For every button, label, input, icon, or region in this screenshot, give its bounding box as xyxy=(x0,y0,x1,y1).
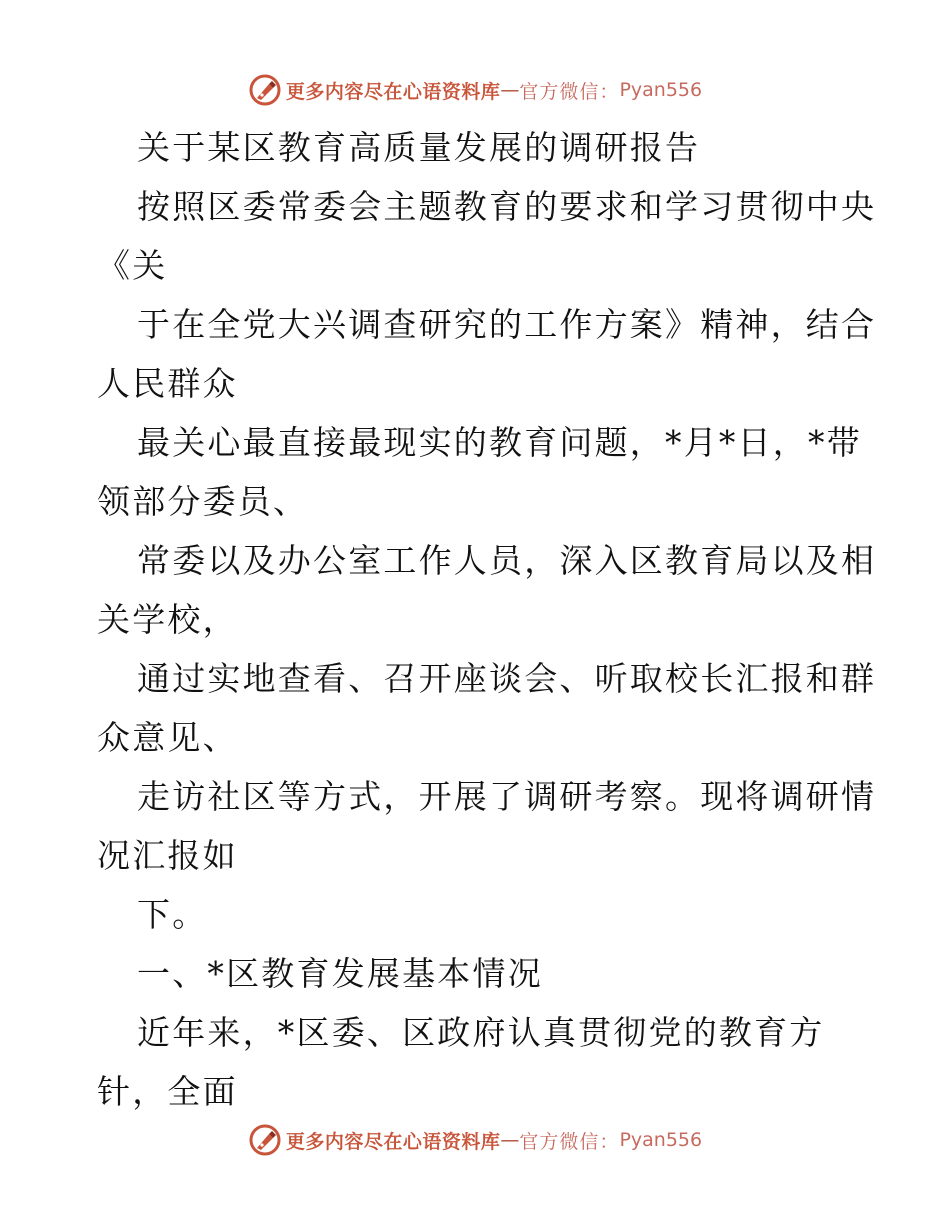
pen-nib-logo-icon xyxy=(248,73,282,107)
text-line: 通过实地查看、召开座谈会、听取校长汇报和群 xyxy=(137,659,877,698)
watermark-separator: — xyxy=(500,1129,520,1151)
watermark-site-text: 更多内容尽在心语资料库 xyxy=(285,1130,501,1153)
watermark-wechat-label: 官方微信： xyxy=(519,1130,620,1153)
watermark-banner-bottom xyxy=(0,1120,950,1160)
text-line: 况汇报如 xyxy=(97,836,238,875)
document-body xyxy=(97,118,877,1121)
watermark-banner-top xyxy=(0,70,950,110)
text-line: 针，全面 xyxy=(97,1072,238,1111)
text-line: 关学校， xyxy=(97,600,238,639)
pen-nib-logo-icon xyxy=(248,1123,282,1157)
text-line: 《关 xyxy=(97,246,168,285)
watermark-wechat-id: Pyan556 xyxy=(619,79,703,101)
text-line: 领部分委员、 xyxy=(97,482,309,521)
watermark-wechat-id: Pyan556 xyxy=(619,1129,703,1151)
report-title: 关于某区教育高质量发展的调研报告 xyxy=(137,128,701,167)
text-line: 下。 xyxy=(137,895,208,934)
text-line: 众意见、 xyxy=(97,718,238,757)
text-line: 走访社区等方式，开展了调研考察。现将调研情 xyxy=(137,777,877,816)
text-line: 按照区委常委会主题教育的要求和学习贯彻中央 xyxy=(137,187,877,226)
section-heading: 一、*区教育发展基本情况 xyxy=(137,954,543,993)
watermark-site-text: 更多内容尽在心语资料库 xyxy=(285,80,501,103)
text-line: 于在全党大兴调查研究的工作方案》精神，结合 xyxy=(137,305,877,344)
watermark-separator: — xyxy=(500,79,520,101)
text-line: 近年来，*区委、区政府认真贯彻党的教育方 xyxy=(137,1013,825,1052)
text-line: 最关心最直接最现实的教育问题，*月*日，*带 xyxy=(137,423,862,462)
text-line: 人民群众 xyxy=(97,364,238,403)
text-line: 常委以及办公室工作人员，深入区教育局以及相 xyxy=(137,541,877,580)
watermark-wechat-label: 官方微信： xyxy=(519,80,620,103)
